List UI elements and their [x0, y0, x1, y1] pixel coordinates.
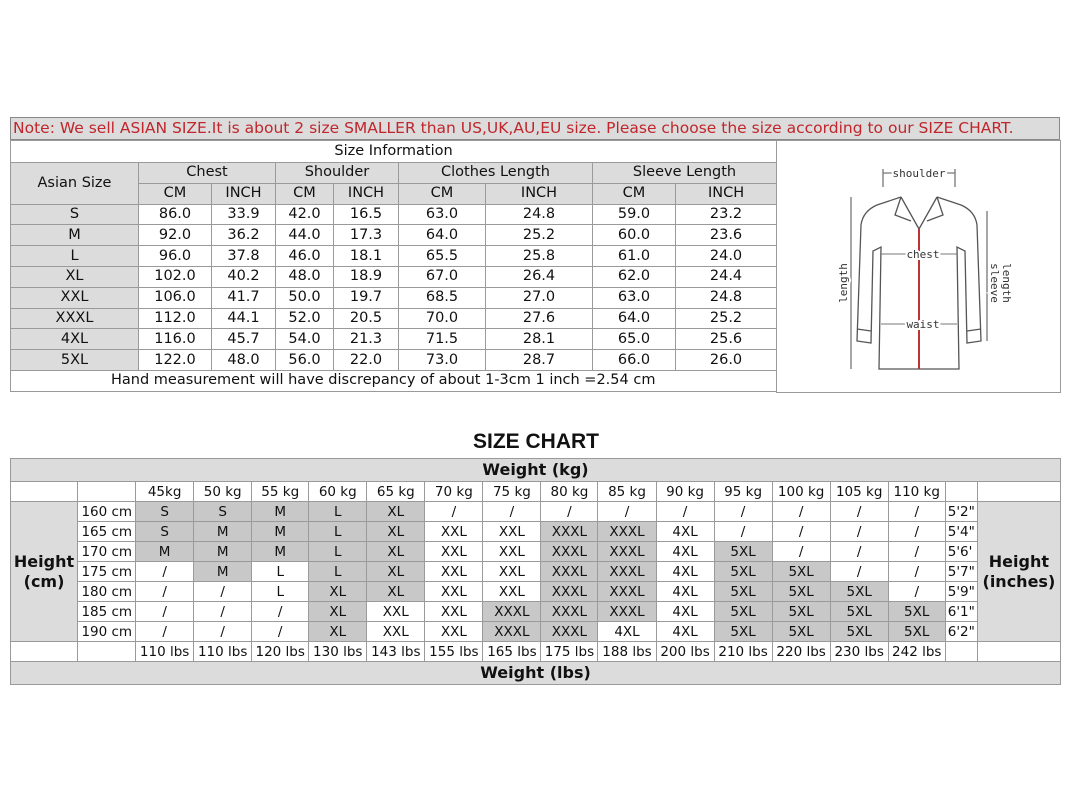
size-cell: /	[541, 502, 598, 522]
size-chart-row	[11, 602, 1061, 622]
size-chart-row	[11, 562, 1061, 582]
measurement-cell: 28.1	[486, 329, 593, 350]
asian-size-header: Asian Size	[11, 163, 139, 205]
size-label: XL	[11, 266, 139, 287]
height-cm-cell: 190 cm	[78, 622, 136, 642]
size-label: L	[11, 246, 139, 267]
measurement-cell: 106.0	[139, 287, 212, 308]
weight-lbs-cell: 110 lbs	[194, 642, 252, 662]
diagram-label-sleeve: sleeve	[988, 263, 1001, 303]
measurement-cell: 19.7	[334, 287, 399, 308]
size-cell: M	[252, 542, 309, 562]
weight-lbs-cell: 120 lbs	[252, 642, 309, 662]
size-cell: /	[714, 522, 772, 542]
measurement-cell: 24.8	[486, 204, 593, 225]
size-info-row	[11, 204, 777, 225]
shirt-measurement-diagram	[776, 140, 1061, 393]
measurement-cell: 26.4	[486, 266, 593, 287]
size-cell: /	[888, 502, 945, 522]
size-note-banner: Note: We sell ASIAN SIZE.It is about 2 size SMALLER than US,UK,AU,EU size. Please choose the size according to our SIZE CHART.	[10, 117, 1060, 140]
unit-header: CM	[139, 183, 212, 204]
measurement-cell: 44.1	[212, 308, 276, 329]
size-label: 4XL	[11, 329, 139, 350]
measurement-cell: 22.0	[334, 350, 399, 371]
weight-lbs-cell: 230 lbs	[830, 642, 888, 662]
size-info-row	[11, 287, 777, 308]
measurement-cell: 23.2	[676, 204, 777, 225]
measurement-cell: 23.6	[676, 225, 777, 246]
size-cell: 4XL	[656, 542, 714, 562]
measurement-cell: 56.0	[276, 350, 334, 371]
size-cell: XL	[367, 582, 425, 602]
size-cell: /	[830, 542, 888, 562]
size-cell: XL	[309, 602, 367, 622]
weight-kg-cell: 70 kg	[425, 482, 483, 502]
size-info-row	[11, 308, 777, 329]
measurement-cell: 86.0	[139, 204, 212, 225]
size-information-table	[10, 140, 777, 392]
size-cell: 4XL	[656, 602, 714, 622]
size-cell: 5XL	[830, 602, 888, 622]
size-cell: 5XL	[714, 582, 772, 602]
measurement-cell: 65.5	[399, 246, 486, 267]
size-cell: 5XL	[714, 602, 772, 622]
size-info-title: Size Information	[11, 141, 777, 163]
measurement-cell: 68.5	[399, 287, 486, 308]
size-chart-row	[11, 522, 1061, 542]
measurement-cell: 112.0	[139, 308, 212, 329]
size-cell: /	[888, 542, 945, 562]
size-cell: 5XL	[888, 622, 945, 642]
weight-lbs-cell: 200 lbs	[656, 642, 714, 662]
measurement-cell: 71.5	[399, 329, 486, 350]
measurement-cell: 41.7	[212, 287, 276, 308]
size-cell: /	[772, 502, 830, 522]
height-cm-cell: 165 cm	[78, 522, 136, 542]
measurement-cell: 25.2	[676, 308, 777, 329]
size-chart-row	[11, 542, 1061, 562]
size-cell: XXXL	[541, 522, 598, 542]
measurement-cell: 27.0	[486, 287, 593, 308]
weight-kg-cell: 105 kg	[830, 482, 888, 502]
weight-lbs-cell: 155 lbs	[425, 642, 483, 662]
size-cell: M	[194, 522, 252, 542]
size-cell: /	[194, 622, 252, 642]
measurement-cell: 102.0	[139, 266, 212, 287]
size-cell: XXXL	[598, 602, 656, 622]
size-cell: /	[888, 582, 945, 602]
size-cell: /	[252, 622, 309, 642]
blank-cell	[78, 482, 136, 502]
size-cell: /	[194, 582, 252, 602]
measurement-cell: 25.8	[486, 246, 593, 267]
measurement-cell: 21.3	[334, 329, 399, 350]
height-cm-cell: 160 cm	[78, 502, 136, 522]
measurement-cell: 60.0	[593, 225, 676, 246]
measurement-cell: 16.5	[334, 204, 399, 225]
size-label: S	[11, 204, 139, 225]
weight-kg-cell: 45kg	[136, 482, 194, 502]
size-label: XXL	[11, 287, 139, 308]
measurement-cell: 67.0	[399, 266, 486, 287]
size-cell: XXL	[425, 602, 483, 622]
measurement-cell: 33.9	[212, 204, 276, 225]
height-cm-cell: 180 cm	[78, 582, 136, 602]
weight-kg-cell: 110 kg	[888, 482, 945, 502]
size-cell: L	[309, 502, 367, 522]
size-chart-table	[10, 458, 1061, 685]
size-info-row	[11, 350, 777, 371]
measurement-cell: 116.0	[139, 329, 212, 350]
height-inch-cell: 6'1"	[945, 602, 977, 622]
size-cell: 5XL	[714, 542, 772, 562]
chest-header: Chest	[139, 163, 276, 184]
size-cell: /	[136, 622, 194, 642]
size-cell: XXXL	[541, 542, 598, 562]
weight-lbs-header: Weight (lbs)	[11, 662, 1061, 685]
size-cell: XXXL	[598, 522, 656, 542]
weight-kg-cell: 90 kg	[656, 482, 714, 502]
sleeve-length-header: Sleeve Length	[593, 163, 777, 184]
height-cm-label: Height (cm)	[11, 502, 78, 642]
size-cell: 5XL	[830, 582, 888, 602]
size-info-footnote: Hand measurement will have discrepancy of about 1-3cm 1 inch =2.54 cm	[11, 370, 777, 391]
unit-header: INCH	[334, 183, 399, 204]
measurement-cell: 37.8	[212, 246, 276, 267]
size-cell: XXXL	[541, 622, 598, 642]
measurement-cell: 66.0	[593, 350, 676, 371]
size-cell: 4XL	[656, 622, 714, 642]
size-cell: XXXL	[598, 542, 656, 562]
clothes-length-header: Clothes Length	[399, 163, 593, 184]
measurement-cell: 65.0	[593, 329, 676, 350]
unit-header: CM	[399, 183, 486, 204]
weight-lbs-cell: 175 lbs	[541, 642, 598, 662]
measurement-cell: 54.0	[276, 329, 334, 350]
size-cell: /	[252, 602, 309, 622]
size-cell: L	[309, 562, 367, 582]
size-cell: 5XL	[714, 562, 772, 582]
measurement-cell: 24.4	[676, 266, 777, 287]
measurement-cell: 70.0	[399, 308, 486, 329]
size-cell: /	[772, 542, 830, 562]
size-cell: XL	[309, 622, 367, 642]
size-cell: 5XL	[772, 562, 830, 582]
size-cell: /	[136, 582, 194, 602]
size-chart-title: SIZE CHART	[473, 430, 599, 453]
size-label: M	[11, 225, 139, 246]
weight-lbs-cell: 110 lbs	[136, 642, 194, 662]
measurement-cell: 64.0	[399, 225, 486, 246]
height-inch-cell: 5'7"	[945, 562, 977, 582]
size-chart-row	[11, 622, 1061, 642]
size-cell: /	[830, 502, 888, 522]
size-cell: XXL	[367, 602, 425, 622]
height-cm-cell: 185 cm	[78, 602, 136, 622]
measurement-cell: 28.7	[486, 350, 593, 371]
blank-cell	[78, 642, 136, 662]
measurement-cell: 26.0	[676, 350, 777, 371]
measurement-cell: 42.0	[276, 204, 334, 225]
size-cell: XXL	[367, 622, 425, 642]
measurement-cell: 24.8	[676, 287, 777, 308]
size-cell: 5XL	[772, 622, 830, 642]
measurement-cell: 48.0	[276, 266, 334, 287]
size-cell: 4XL	[656, 562, 714, 582]
weight-kg-header: Weight (kg)	[11, 459, 1061, 482]
size-cell: /	[772, 522, 830, 542]
size-cell: M	[136, 542, 194, 562]
blank-cell	[977, 642, 1060, 662]
weight-lbs-cell: 188 lbs	[598, 642, 656, 662]
weight-lbs-cell: 210 lbs	[714, 642, 772, 662]
diagram-label-chest: chest	[906, 248, 940, 261]
size-cell: XXL	[425, 582, 483, 602]
size-cell: XXXL	[541, 562, 598, 582]
height-inch-cell: 6'2"	[945, 622, 977, 642]
size-cell: /	[714, 502, 772, 522]
height-cm-cell: 175 cm	[78, 562, 136, 582]
size-cell: XXL	[425, 522, 483, 542]
size-info-row	[11, 266, 777, 287]
weight-kg-cell: 80 kg	[541, 482, 598, 502]
measurement-cell: 122.0	[139, 350, 212, 371]
size-cell: XXL	[483, 542, 541, 562]
size-cell: S	[136, 522, 194, 542]
measurement-cell: 20.5	[334, 308, 399, 329]
weight-lbs-cell: 130 lbs	[309, 642, 367, 662]
measurement-cell: 63.0	[399, 204, 486, 225]
measurement-cell: 59.0	[593, 204, 676, 225]
size-cell: /	[888, 522, 945, 542]
size-cell: XXL	[425, 622, 483, 642]
measurement-cell: 48.0	[212, 350, 276, 371]
unit-header: CM	[276, 183, 334, 204]
size-cell: XXL	[425, 542, 483, 562]
measurement-cell: 18.9	[334, 266, 399, 287]
diagram-label-shoulder: shoulder	[892, 167, 946, 180]
measurement-cell: 17.3	[334, 225, 399, 246]
size-cell: /	[830, 522, 888, 542]
measurement-cell: 92.0	[139, 225, 212, 246]
size-info-row	[11, 329, 777, 350]
size-cell: /	[194, 602, 252, 622]
size-cell: XL	[367, 502, 425, 522]
size-cell: 4XL	[598, 622, 656, 642]
size-cell: M	[194, 542, 252, 562]
size-cell: M	[194, 562, 252, 582]
size-cell: XXL	[483, 522, 541, 542]
size-cell: /	[425, 502, 483, 522]
size-cell: 5XL	[772, 602, 830, 622]
size-cell: XL	[367, 562, 425, 582]
measurement-cell: 25.6	[676, 329, 777, 350]
measurement-cell: 63.0	[593, 287, 676, 308]
blank-cell	[945, 482, 977, 502]
size-cell: M	[252, 522, 309, 542]
size-cell: /	[830, 562, 888, 582]
measurement-cell: 44.0	[276, 225, 334, 246]
weight-kg-cell: 55 kg	[252, 482, 309, 502]
size-cell: /	[136, 602, 194, 622]
size-cell: XL	[309, 582, 367, 602]
diagram-label-waist: waist	[906, 318, 940, 331]
blank-cell	[11, 482, 78, 502]
diagram-label-length: length	[837, 263, 850, 303]
measurement-cell: 52.0	[276, 308, 334, 329]
weight-kg-cell: 95 kg	[714, 482, 772, 502]
size-label: XXXL	[11, 308, 139, 329]
measurement-cell: 50.0	[276, 287, 334, 308]
size-cell: 5XL	[888, 602, 945, 622]
size-cell: XXL	[483, 562, 541, 582]
blank-cell	[977, 482, 1060, 502]
size-cell: XXL	[425, 562, 483, 582]
size-cell: S	[136, 502, 194, 522]
size-cell: /	[888, 562, 945, 582]
size-cell: L	[252, 562, 309, 582]
unit-header: CM	[593, 183, 676, 204]
height-inch-cell: 5'9"	[945, 582, 977, 602]
shoulder-header: Shoulder	[276, 163, 399, 184]
measurement-cell: 64.0	[593, 308, 676, 329]
measurement-cell: 46.0	[276, 246, 334, 267]
weight-lbs-cell: 143 lbs	[367, 642, 425, 662]
size-info-row	[11, 246, 777, 267]
size-cell: 4XL	[656, 582, 714, 602]
size-cell: L	[309, 542, 367, 562]
measurement-cell: 40.2	[212, 266, 276, 287]
size-cell: XL	[367, 522, 425, 542]
size-cell: XL	[367, 542, 425, 562]
size-cell: XXXL	[483, 622, 541, 642]
measurement-cell: 61.0	[593, 246, 676, 267]
height-inch-cell: 5'6'	[945, 542, 977, 562]
weight-lbs-cell: 165 lbs	[483, 642, 541, 662]
measurement-cell: 96.0	[139, 246, 212, 267]
height-inches-label: Height (inches)	[977, 502, 1060, 642]
size-cell: XXXL	[598, 562, 656, 582]
measurement-cell: 45.7	[212, 329, 276, 350]
weight-kg-cell: 60 kg	[309, 482, 367, 502]
size-cell: /	[136, 562, 194, 582]
weight-kg-cell: 50 kg	[194, 482, 252, 502]
size-cell: M	[252, 502, 309, 522]
height-inch-cell: 5'2"	[945, 502, 977, 522]
weight-kg-cell: 100 kg	[772, 482, 830, 502]
size-label: 5XL	[11, 350, 139, 371]
blank-cell	[945, 642, 977, 662]
size-cell: /	[656, 502, 714, 522]
size-cell: XXXL	[541, 582, 598, 602]
size-cell: XXXL	[598, 582, 656, 602]
size-chart-row	[11, 582, 1061, 602]
size-cell: XXL	[483, 582, 541, 602]
weight-kg-cell: 85 kg	[598, 482, 656, 502]
size-cell: /	[483, 502, 541, 522]
weight-kg-cell: 65 kg	[367, 482, 425, 502]
size-cell: 4XL	[656, 522, 714, 542]
measurement-cell: 18.1	[334, 246, 399, 267]
unit-header: INCH	[212, 183, 276, 204]
weight-lbs-cell: 220 lbs	[772, 642, 830, 662]
measurement-cell: 27.6	[486, 308, 593, 329]
shirt-diagram-svg	[777, 141, 1062, 394]
size-cell: XXXL	[483, 602, 541, 622]
blank-cell	[11, 642, 78, 662]
diagram-label-sleeve-length: length	[1000, 263, 1013, 303]
weight-kg-cell: 75 kg	[483, 482, 541, 502]
unit-header: INCH	[486, 183, 593, 204]
size-cell: XXXL	[541, 602, 598, 622]
measurement-cell: 25.2	[486, 225, 593, 246]
size-cell: S	[194, 502, 252, 522]
measurement-cell: 36.2	[212, 225, 276, 246]
measurement-cell: 62.0	[593, 266, 676, 287]
size-cell: 5XL	[714, 622, 772, 642]
size-cell: 5XL	[830, 622, 888, 642]
height-inch-cell: 5'4"	[945, 522, 977, 542]
size-chart-row	[11, 502, 1061, 522]
measurement-cell: 24.0	[676, 246, 777, 267]
size-cell: /	[598, 502, 656, 522]
unit-header: INCH	[676, 183, 777, 204]
size-cell: L	[309, 522, 367, 542]
measurement-cell: 73.0	[399, 350, 486, 371]
size-info-row	[11, 225, 777, 246]
weight-lbs-cell: 242 lbs	[888, 642, 945, 662]
size-cell: 5XL	[772, 582, 830, 602]
size-cell: L	[252, 582, 309, 602]
height-cm-cell: 170 cm	[78, 542, 136, 562]
